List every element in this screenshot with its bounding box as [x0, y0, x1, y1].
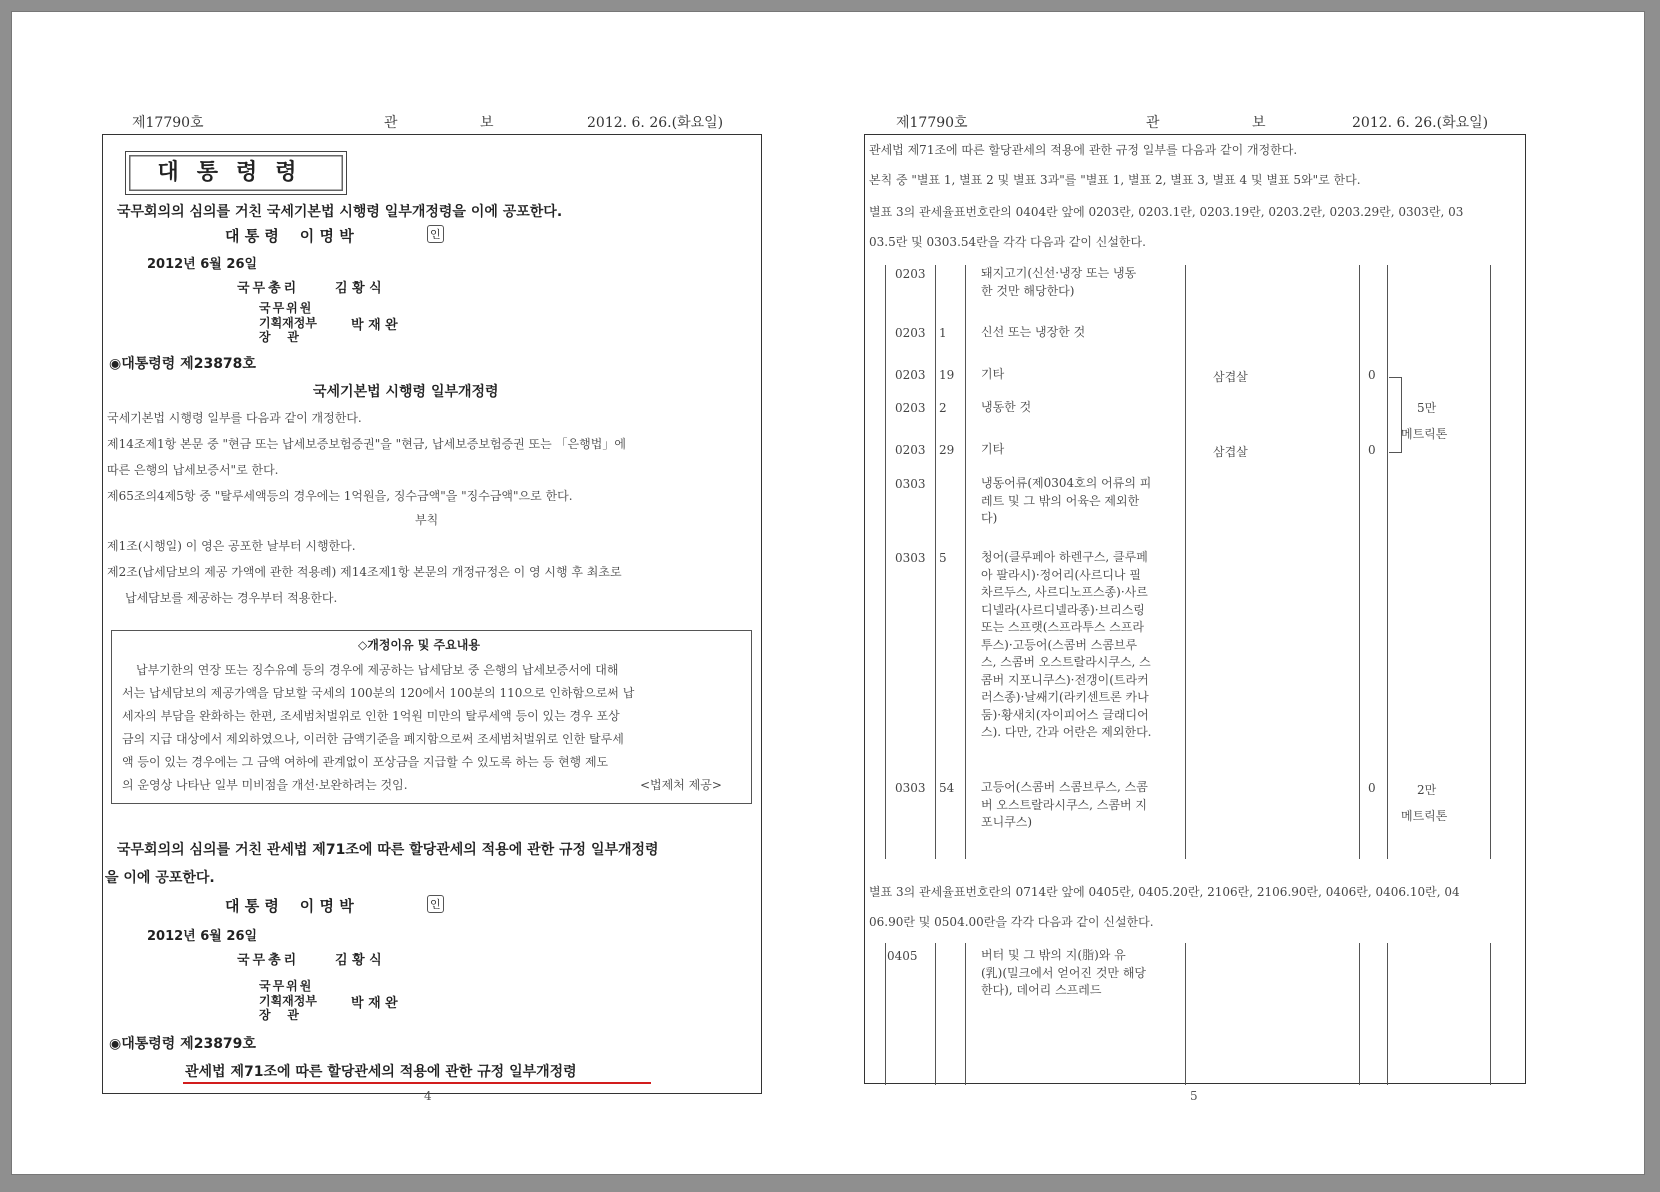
notice-line: 의 운영상 나타난 일부 미비점을 개선·보완하려는 것임.	[122, 778, 408, 792]
table-rule	[1490, 943, 1491, 1085]
gazette-title-b: 보	[480, 115, 494, 131]
pm-name: 김 황 식	[335, 281, 382, 296]
decree-number: ◉대통령령 제23878호	[109, 356, 256, 372]
intro-line: 별표 3의 관세율표번호란의 0404란 앞에 0203란, 0203.1란, 0203.19란, 0203.2란, 0203.29란, 0303란, 03	[869, 205, 1464, 219]
intro-line: 관세법 제71조에 따른 할당관세의 적용에 관한 규정 일부를 다음과 같이 개정한다.	[869, 143, 1298, 157]
pm-title: 국무총리	[237, 953, 300, 968]
page-number: 5	[1190, 1089, 1198, 1103]
page-number: 4	[424, 1089, 432, 1103]
left-content-frame	[102, 134, 762, 1094]
minister-title-1: 국무위원	[259, 301, 314, 315]
tariff-code: 0203	[895, 326, 926, 340]
notice-line: 납부기한의 연장 또는 징수유예 등의 경우에 제공하는 납세담보 중 은행의 납세보증서에 대해	[136, 663, 619, 677]
decree-number: ◉대통령령 제23879호	[109, 1036, 256, 1052]
tariff-code: 0303	[895, 551, 926, 565]
intro-line: 본칙 중 "별표 1, 별표 2 및 별표 3과"를 "별표 1, 별표 2, 별표 3, 별표 4 및 별표 5와"로 한다.	[869, 173, 1361, 187]
table-rule	[1185, 265, 1186, 859]
table-rule	[1185, 943, 1186, 1085]
promulgation-line: 국무회의의 심의를 거친 국세기본법 시행령 일부개정령을 이에 공포한다.	[117, 204, 563, 220]
item-description: 냉동어류(제0304호의 어류의 피 레트 및 그 밖의 어육은 제외한 다)	[981, 476, 1152, 525]
tariff-subcode: 19	[939, 368, 955, 382]
president-signature: 대 통 령 이 명 박	[225, 227, 354, 245]
table-rule	[1359, 265, 1360, 859]
scanned-sheet	[12, 12, 1644, 1174]
tariff-subcode: 2	[939, 401, 947, 415]
tariff-subcode: 1	[939, 326, 947, 340]
tariff-code: 0303	[895, 781, 926, 795]
quota-amount: 2만	[1417, 783, 1437, 797]
notice-source: <법제처 제공>	[640, 778, 722, 792]
quota-amount: 5만	[1417, 401, 1437, 415]
notice-title: ◇개정이유 및 주요내용	[358, 638, 480, 652]
decree-title: 국세기본법 시행령 일부개정령	[313, 384, 499, 400]
addendum-line: 제2조(납세담보의 제공 가액에 관한 적용례) 제14조제1항 본문의 개정규정은 이 영 시행 후 최초로	[107, 565, 622, 579]
decree-title: 관세법 제71조에 따른 할당관세의 적용에 관한 규정 일부개정령	[185, 1064, 577, 1080]
minister-title-1: 국무위원	[259, 979, 314, 993]
item-description: 냉동한 것	[981, 400, 1032, 414]
tariff-subcode: 54	[939, 781, 955, 795]
president-signature: 대 통 령 이 명 박	[225, 897, 354, 915]
gazette-title-b: 보	[1252, 115, 1266, 131]
issue-number: 제17790호	[896, 115, 968, 131]
tariff-code: 0203	[895, 401, 926, 415]
right-content-frame	[864, 134, 1526, 1084]
tariff-code: 0303	[895, 477, 926, 491]
item-description: 돼지고기(신선·냉장 또는 냉동 한 것만 해당한다)	[981, 266, 1137, 298]
pm-title: 국무총리	[237, 281, 300, 296]
addendum-line: 제1조(시행일) 이 영은 공포한 날부터 시행한다.	[107, 539, 356, 553]
addendum-heading: 부칙	[415, 513, 439, 527]
item-name: 삼겹살	[1213, 445, 1248, 459]
amendment-reason-box	[111, 630, 752, 804]
table-rule	[885, 265, 886, 859]
seal-mark: 인	[427, 895, 444, 913]
tariff-code: 0203	[895, 267, 926, 281]
notice-line: 액 등이 있는 경우에는 그 금액 여하에 관계없이 포상금을 지급할 수 있도록 하는 등 현행 제도	[122, 755, 609, 769]
notice-line: 세자의 부담을 완화하는 한편, 조세범처벌위로 인한 1억원 미만의 탈루세액 등이 있는 경우 포상	[122, 709, 620, 723]
item-description: 청어(클루페아 하렌구스, 클루페 아 팔라시)·정어리(사르디나 필 차르두스, 사르디노프스종)·사르 디넬라(사르디넬라종)·브리스링 또는 스프랫(스프라투스 스프라 투스)·고등어(스콤버 스콤브루 스, 스콤버 오스트랄라시쿠스, 스 콤버 지포니쿠스)·전갱이(트라커 러스종)·날쌔기(라키센트론 카나 둠)·황새치(자이피어스 글래디어 스). 다만, 간과 어란은 제외한다.	[981, 550, 1152, 739]
promulgation-date: 2012년 6월 26일	[147, 929, 258, 944]
table-rule	[1387, 265, 1388, 859]
minister-name: 박 재 완	[351, 318, 398, 333]
addendum-line: 납세담보를 제공하는 경우부터 적용한다.	[125, 591, 338, 605]
tariff-code: 0203	[895, 368, 926, 382]
notice-line: 서는 납세담보의 제공가액을 담보할 국세의 100분의 120에서 100분의 110으로 인하함으로써 납	[122, 686, 635, 700]
tariff-code: 0203	[895, 443, 926, 457]
tariff-rate: 0	[1368, 443, 1376, 457]
issue-date: 2012. 6. 26.(화요일)	[587, 115, 724, 131]
minister-title-3: 장 관	[259, 330, 299, 344]
minister-name: 박 재 완	[351, 996, 398, 1011]
tariff-rate: 0	[1368, 368, 1376, 382]
gazette-title-a: 관	[384, 115, 398, 131]
mid-line: 06.90란 및 0504.00란을 각각 다음과 같이 신설한다.	[869, 915, 1154, 929]
highlight-underline	[183, 1082, 651, 1084]
minister-title-2: 기획재정부	[259, 316, 317, 330]
decree-body-line: 제65조의4제5항 중 "탈루세액등의 경우에는 1억원을, 징수금액"을 "징수금액"으로 한다.	[107, 489, 573, 503]
tariff-subcode: 29	[939, 443, 955, 457]
table-rule	[935, 943, 936, 1085]
table-rule	[965, 265, 966, 859]
tariff-rate: 0	[1368, 781, 1376, 795]
table-rule	[935, 265, 936, 859]
notice-line: 금의 지급 대상에서 제외하였으나, 이러한 금액기준을 폐지함으로써 조세범처벌위로 인한 탈루세	[122, 732, 624, 746]
minister-title-3: 장 관	[259, 1008, 299, 1022]
right-page	[812, 12, 1644, 1174]
decree-body-line: 따른 은행의 납세보증서"로 한다.	[107, 463, 279, 477]
seal-mark: 인	[427, 225, 444, 243]
decree-body-line: 제14조제1항 본문 중 "현금 또는 납세보증보험증권"을 "현금, 납세보증보험증권 또는 「은행법」에	[107, 437, 626, 451]
table-rule	[1490, 265, 1491, 859]
table-rule	[1359, 943, 1360, 1085]
table-rule	[965, 943, 966, 1085]
tariff-subcode: 5	[939, 551, 947, 565]
item-description: 고등어(스콤버 스콤브루스, 스콤 버 오스트랄라시쿠스, 스콤버 지 포니쿠스)	[981, 780, 1148, 829]
item-description: 기타	[981, 442, 1005, 456]
table-rule	[885, 943, 886, 1085]
promulgation-line: 을 이에 공포한다.	[105, 870, 215, 886]
issue-date: 2012. 6. 26.(화요일)	[1352, 115, 1489, 131]
quota-unit: 메트릭톤	[1401, 809, 1448, 823]
section-title: 대통령령	[125, 151, 347, 195]
table-rule	[1387, 943, 1388, 1085]
promulgation-line: 국무회의의 심의를 거친 관세법 제71조에 따른 할당관세의 적용에 관한 규정 일부개정령	[117, 842, 659, 858]
item-description: 신선 또는 냉장한 것	[981, 325, 1086, 339]
pm-name: 김 황 식	[335, 953, 382, 968]
decree-body-line: 국세기본법 시행령 일부를 다음과 같이 개정한다.	[107, 411, 362, 425]
minister-title-2: 기획재정부	[259, 994, 317, 1008]
item-name: 삼겹살	[1213, 370, 1248, 384]
quota-unit: 메트릭톤	[1401, 427, 1448, 441]
tariff-code: 0405	[887, 949, 918, 963]
mid-line: 별표 3의 관세율표번호란의 0714란 앞에 0405란, 0405.20란, 2106란, 2106.90란, 0406란, 0406.10란, 04	[869, 885, 1460, 899]
item-description: 기타	[981, 367, 1005, 381]
left-page	[12, 12, 812, 1174]
item-description: 버터 및 그 밖의 지(脂)와 유 (乳)(밀크에서 얻어진 것만 해당 한다), 데어리 스프레드	[981, 948, 1147, 997]
issue-number: 제17790호	[132, 115, 204, 131]
gazette-title-a: 관	[1146, 115, 1160, 131]
promulgation-date: 2012년 6월 26일	[147, 257, 258, 272]
intro-line: 03.5란 및 0303.54란을 각각 다음과 같이 신설한다.	[869, 235, 1146, 249]
